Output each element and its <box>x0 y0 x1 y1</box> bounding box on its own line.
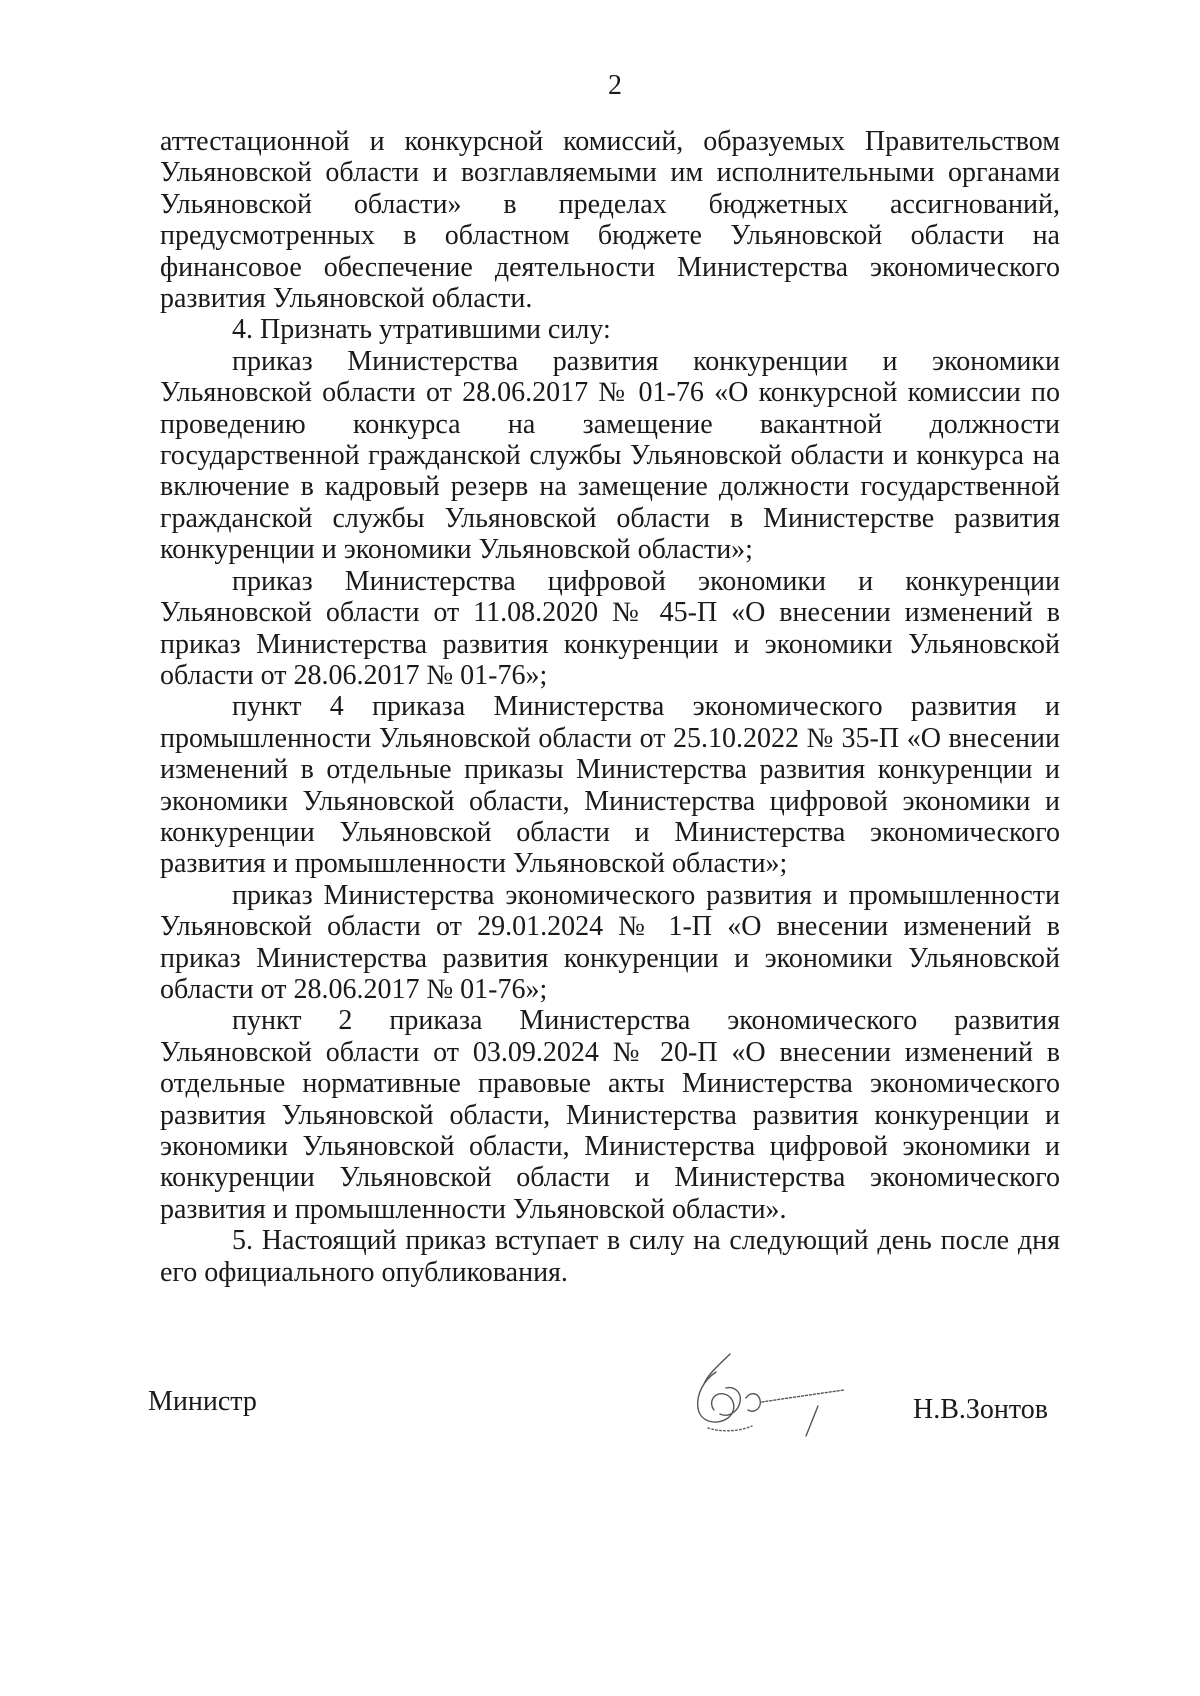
document-body <box>160 126 1060 1288</box>
signature-block <box>148 1386 1048 1476</box>
signatory-name: Н.В.Зонтов <box>913 1394 1048 1425</box>
handwritten-signature-icon <box>668 1336 848 1446</box>
paragraph-repeal-order-2017: приказ Министерства развития конкуренции и экономики Ульяновской области от 28.06.2017 № 01-76 «О конкурсной комиссии по проведению конкурса на замещение вакантной должности государственной гражданской службы Ульяновской области и конкурса на включение в кадровый резерв на замещение должности государственной гражданской службы Ульяновской области в Министерстве развития конкуренции и экономики Ульяновской области»; <box>160 345 1060 566</box>
paragraph-repeal-order-2020: приказ Министерства цифровой экономики и конкуренции Ульяновской области от 11.08.2020 № 45-П «О внесении изменений в приказ Министерства развития конкуренции и экономики Ульяновской области от 28.06.2017 № 01-76»; <box>160 565 1060 691</box>
paragraph-repeal-order-2024: приказ Министерства экономического развития и промышленности Ульяновской области от 29.01.2024 № 1-П «О внесении изменений в приказ Министерства развития конкуренции и экономики Ульяновской области от 28.06.2017 № 01-76»; <box>160 879 1060 1005</box>
paragraph-repeal-clause-2024: пункт 2 приказа Министерства экономического развития Ульяновской области от 03.09.2024 № 20-П «О внесении изменений в отдельные нормативные правовые акты Министерства экономического развития Ульяновской области, Министерства развития конкуренции и экономики Ульяновской области, Министерства цифровой экономики и конкуренции Ульяновской области и Министерства экономического развития и промышленности Ульяновской области». <box>160 1005 1060 1225</box>
signature-strokes <box>698 1354 844 1436</box>
paragraph-repeal-clause-2022: пункт 4 приказа Министерства экономического развития и промышленности Ульяновской области от 25.10.2022 № 35-П «О внесении изменений в отдельные приказы Министерства развития конкуренции и экономики Ульяновской области, Министерства цифровой экономики и конкуренции Ульяновской области и Министерства экономического развития и промышленности Ульяновской области»; <box>160 691 1060 880</box>
signatory-title: Министр <box>148 1386 257 1417</box>
paragraph-continuation: аттестационной и конкурсной комиссий, образуемых Правительством Ульяновской области и возглавляемыми им исполнительными органами Ульяновской области» в пределах бюджетных ассигнований, предусмотренных в областном бюджете Ульяновской области на финансовое обеспечение деятельности Министерства экономического развития Ульяновской области. <box>160 126 1060 315</box>
paragraph-item-5: 5. Настоящий приказ вступает в силу на следующий день после дня его официального опубликования. <box>160 1225 1060 1288</box>
paragraph-item-4: 4. Признать утратившими силу: <box>232 314 611 346</box>
page-number: 2 <box>608 70 622 101</box>
